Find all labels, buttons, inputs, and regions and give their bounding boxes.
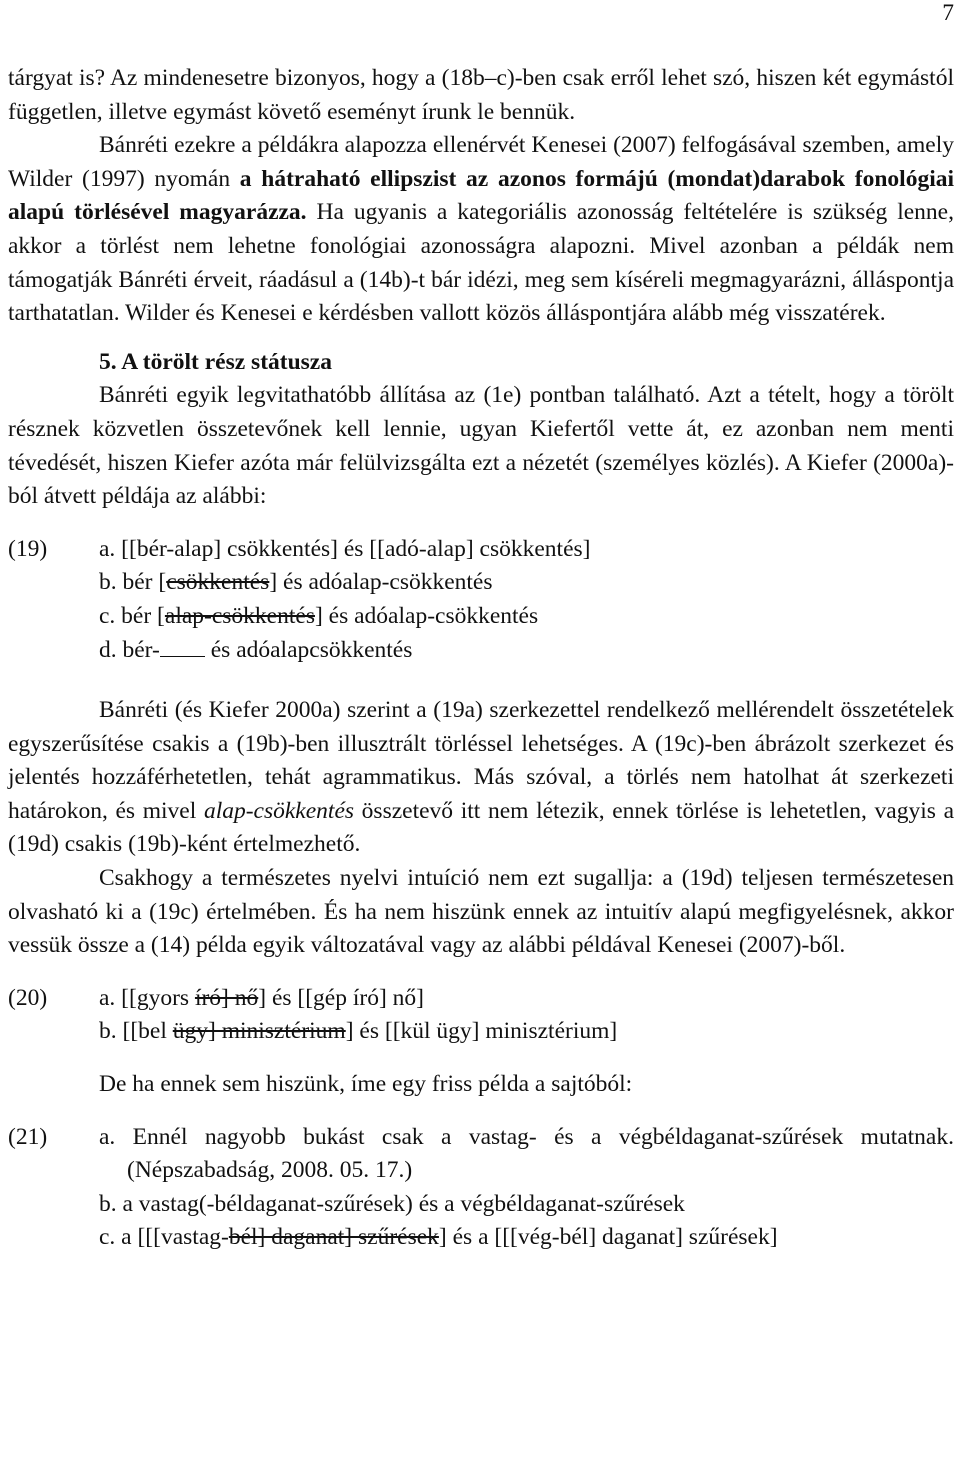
page-number: 7 xyxy=(942,0,954,26)
deleted-text: ügy] minisztérium xyxy=(172,1018,346,1045)
deleted-text: csökkentés xyxy=(166,569,270,596)
example-19 xyxy=(8,533,954,667)
italic-term: alap-csökkentés xyxy=(203,797,355,824)
paragraph-banreti-argument xyxy=(8,129,954,331)
example-line: c. a [[[vastag-bél] daganat] szűrések] és a [[[vég-bél] daganat] szűrések] xyxy=(99,1224,778,1251)
example-line: b. a vastag(-béldaganat-szűrések) és a végbéldaganat-szűrések xyxy=(99,1190,685,1217)
deleted-text: író] nő xyxy=(194,984,259,1011)
gap-blank xyxy=(160,638,205,657)
text-run: Ha ugyanis a kategoriális azonosság feltételére is szükség lenne, akkor a törlést nem lehetne fonológiai azonosságra alapozni. Mivel azonban a példák nem támogatják Bánréti érveit, ráadásul a (14b)-t bár idézi, meg sem kíséreli megmagyarázni, álláspontja tarthatatlan. Wilder és Kenesei e kérdésben vallott közös álláspontjára alább még visszatérek. xyxy=(8,199,954,327)
example-line: a. [[bér-alap] csökkentés] és [[adó-alap] csökkentés] xyxy=(99,535,591,562)
example-line: c. bér [alap-csökkentés] és adóalap-csökkentés xyxy=(99,602,539,629)
example-line: a. Ennél nagyobb bukást csak a vastag- és a végbéldaganat-szűrések mutatnak. (Népszabadság, 2008. 05. 17.) xyxy=(99,1123,954,1184)
example-number: (21) xyxy=(8,1123,48,1150)
text-run: Bánréti ezekre a példákra alapozza ellenérvét Kenesei (2007) felfogásával szemben, amely Wilder (1997) nyomán xyxy=(8,132,954,192)
example-number: (20) xyxy=(8,984,48,1011)
bold-claim: a hátraható ellipszist az azonos formájú (mondat)darabok fonológiai alapú törlésével magyarázza. xyxy=(8,165,955,226)
example-number: (19) xyxy=(8,535,48,562)
paragraph-intuition: Csakhogy a természetes nyelvi intuíció nem ezt sugallja: a (19d) teljesen természetesen olvasható ki a (19c) értelmében. És ha nem hiszünk ennek az intuitív alapú megfigyelésnek, akkor vessük össze a (14) példa egyik változatával vagy az alábbi példával Kenesei (2007)-ből. xyxy=(8,865,954,959)
page-body xyxy=(8,62,954,1255)
example-line: d. bér- és adóalapcsökkentés xyxy=(99,636,413,663)
example-21 xyxy=(8,1121,954,1255)
paragraph-press-example: De ha ennek sem hiszünk, íme egy friss példa a sajtóból: xyxy=(99,1071,633,1098)
paragraph-section-intro: Bánréti egyik legvitathatóbb állítása az (1e) pontban található. Azt a tételt, hogy a törölt résznek közvetlen összetevőnek kell lennie, ugyan Kiefertől vette át, ez azonban nem menti tévedését, hiszen Kiefer azóta már felülvizsgálta ezt a nézetét (személyes közlés). A Kiefer (2000a)-ból átvett példája az alábbi: xyxy=(8,382,954,510)
example-line: b. bér [csökkentés] és adóalap-csökkentés xyxy=(99,569,493,596)
example-line: b. [[bel ügy] minisztérium] és [[kül ügy] minisztérium] xyxy=(99,1018,618,1045)
paragraph-analysis: Bánréti (és Kiefer 2000a) szerint a (19a) szerkezettel rendelkező mellérendelt összetételek egyszerűsítése csakis a (19b)-ben illusztrált törléssel lehetséges. A (19c)-ben ábrázolt szerkezet és jelentés hozzáférhetetlen, tehát agrammatikus. Más szóval, a törlés nem hatolhat át szerkezeti határokon, és mivel alap-csökkentés összetevő itt nem létezik, ennek törlése is lehetetlen, vagyis a (19d) csakis (19b)-ként értelmezhető. xyxy=(8,697,954,858)
deleted-text: alap-csökkentés xyxy=(164,602,315,629)
deleted-text: bél] daganat] szűrések xyxy=(228,1224,439,1251)
example-20 xyxy=(8,982,954,1049)
example-line: a. [[gyors író] nő] és [[gép író] nő] xyxy=(99,984,424,1011)
section-heading: 5. A törölt rész státusza xyxy=(99,348,332,375)
paragraph-continuation: tárgyat is? Az mindenesetre bizonyos, hogy a (18b–c)-ben csak erről lehet szó, hiszen két egymástól független, illetve egymást követő eseményt írunk le bennük. xyxy=(8,65,954,125)
